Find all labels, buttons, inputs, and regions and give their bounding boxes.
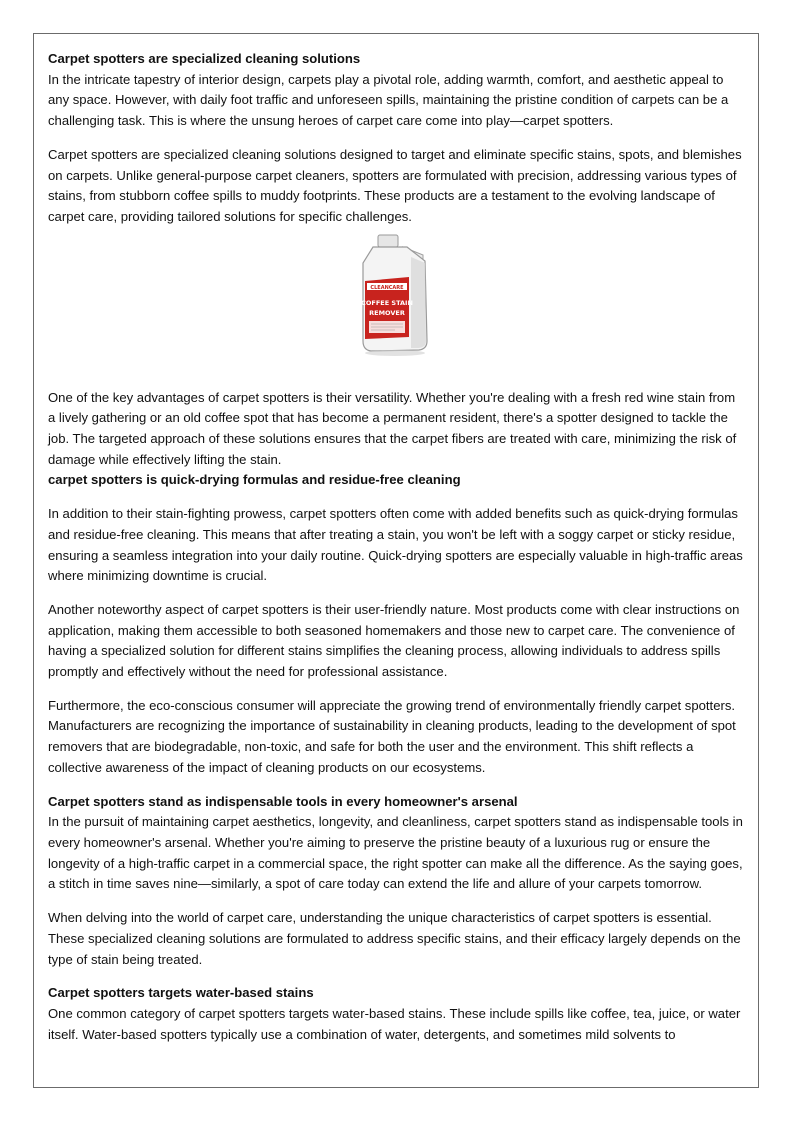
paragraph: One of the key advantages of carpet spotters is their versatility. Whether you're dealing with a fresh red wine stain from a lively gathering or an old coffee spot that has become a permanent resident, there's a spotter designed to tackle the job. The targeted approach of these solutions ensures that the carpet fibers are treated with care, minimizing the risk of damage while effectively lifting the stain.: [48, 389, 737, 467]
paragraph: When delving into the world of carpet care, understanding the unique characteristics of carpet spotters is essential. These specialized cleaning solutions are formulated to address specific stains, and their efficacy largely depends on the type of stain being treated.: [48, 910, 741, 967]
paragraph: In addition to their stain-fighting prowess, carpet spotters often come with added benefits such as quick-drying formulas and residue-free cleaning. This means that after treating a stain, you won't be left with a soggy carpet or sticky residue, ensuring a seamless integration into your daily routine. Quick-drying spotters are especially valuable in high-traffic areas where minimizing downtime is crucial.: [48, 506, 743, 584]
brand-text: CLEANCARE: [370, 284, 404, 291]
paragraph: One common category of carpet spotters targets water-based stains. These include spills like coffee, tea, juice, or water itself. Water-based spotters typically use a combination of water, detergents, and sometimes mild solvents to: [48, 1005, 741, 1042]
paragraph: Another noteworthy aspect of carpet spotters is their user-friendly nature. Most products come with clear instructions on application, making them accessible to both seasoned homemakers and those new to carpet care. The convenience of having a specialized solution for different stains simplifies the cleaning process, allowing individuals to address spills promptly and effectively without the need for professional assistance.: [48, 601, 740, 680]
section-heading: Carpet spotters stand as indispensable tools in every homeowner's arsenal: [48, 793, 518, 809]
section-heading: Carpet spotters are specialized cleaning solutions In the intricate tapestry of interior design, carpets play a pivotal role, adding warmth, comfort, and aesthetic appeal to any space. However, with daily foot traffic and unforeseen spills, maintaining the pristine condition of carpets can be a challenging task. This is where the unsung heroes of carpet care come into play—carpet spotters.: [48, 51, 729, 129]
label-line-2: REMOVER: [369, 308, 405, 317]
document-body: [48, 49, 746, 1045]
section-heading: Carpet spotters targets water-based stains: [48, 985, 314, 1001]
page-frame: [33, 33, 759, 1088]
stain-remover-bottle-image: [345, 233, 445, 363]
label-line-1: COFFEE STAIN: [361, 298, 413, 307]
section-heading: carpet spotters is quick-drying formulas and residue-free cleaning: [48, 472, 461, 488]
paragraph: Carpet spotters are specialized cleaning solutions designed to target and eliminate specific stains, spots, and blemishes on carpets. Unlike general-purpose carpet cleaners, spotters are formulated with precision, addressing various types of stains, from stubborn coffee spills to muddy footprints. These products are a testament to the evolving landscape of carpet care, providing tailored solutions for specific challenges.: [48, 146, 742, 224]
paragraph: In the intricate tapestry of interior design, carpets play a pivotal role, adding warmth, comfort, and aesthetic appeal to any space. However, with daily foot traffic and unforeseen spills, maintaining the pristine condition of carpets can be a challenging task. This is where the unsung heroes of carpet care come into play—carpet spotters.: [48, 71, 729, 129]
paragraph: Furthermore, the eco-conscious consumer will appreciate the growing trend of environmentally friendly carpet spotters. Manufacturers are recognizing the importance of sustainability in cleaning products, leading to the development of spot removers that are biodegradable, non-toxic, and safe for both the user and the environment. This shift reflects a collective awareness of the impact of cleaning products on our ecosystems.: [48, 697, 736, 775]
paragraph: In the pursuit of maintaining carpet aesthetics, longevity, and cleanliness, carpet spotters stand as indispensable tools in every homeowner's arsenal. Whether you're aiming to preserve the pristine beauty of a luxurious rug or ensure the longevity of a high-traffic carpet in a commercial space, the right spotter can make all the difference. As the saying goes, a stitch in time saves nine—similarly, a spot of care today can extend the life and allure of your carpets tomorrow.: [48, 814, 743, 892]
product-image: [48, 228, 746, 388]
